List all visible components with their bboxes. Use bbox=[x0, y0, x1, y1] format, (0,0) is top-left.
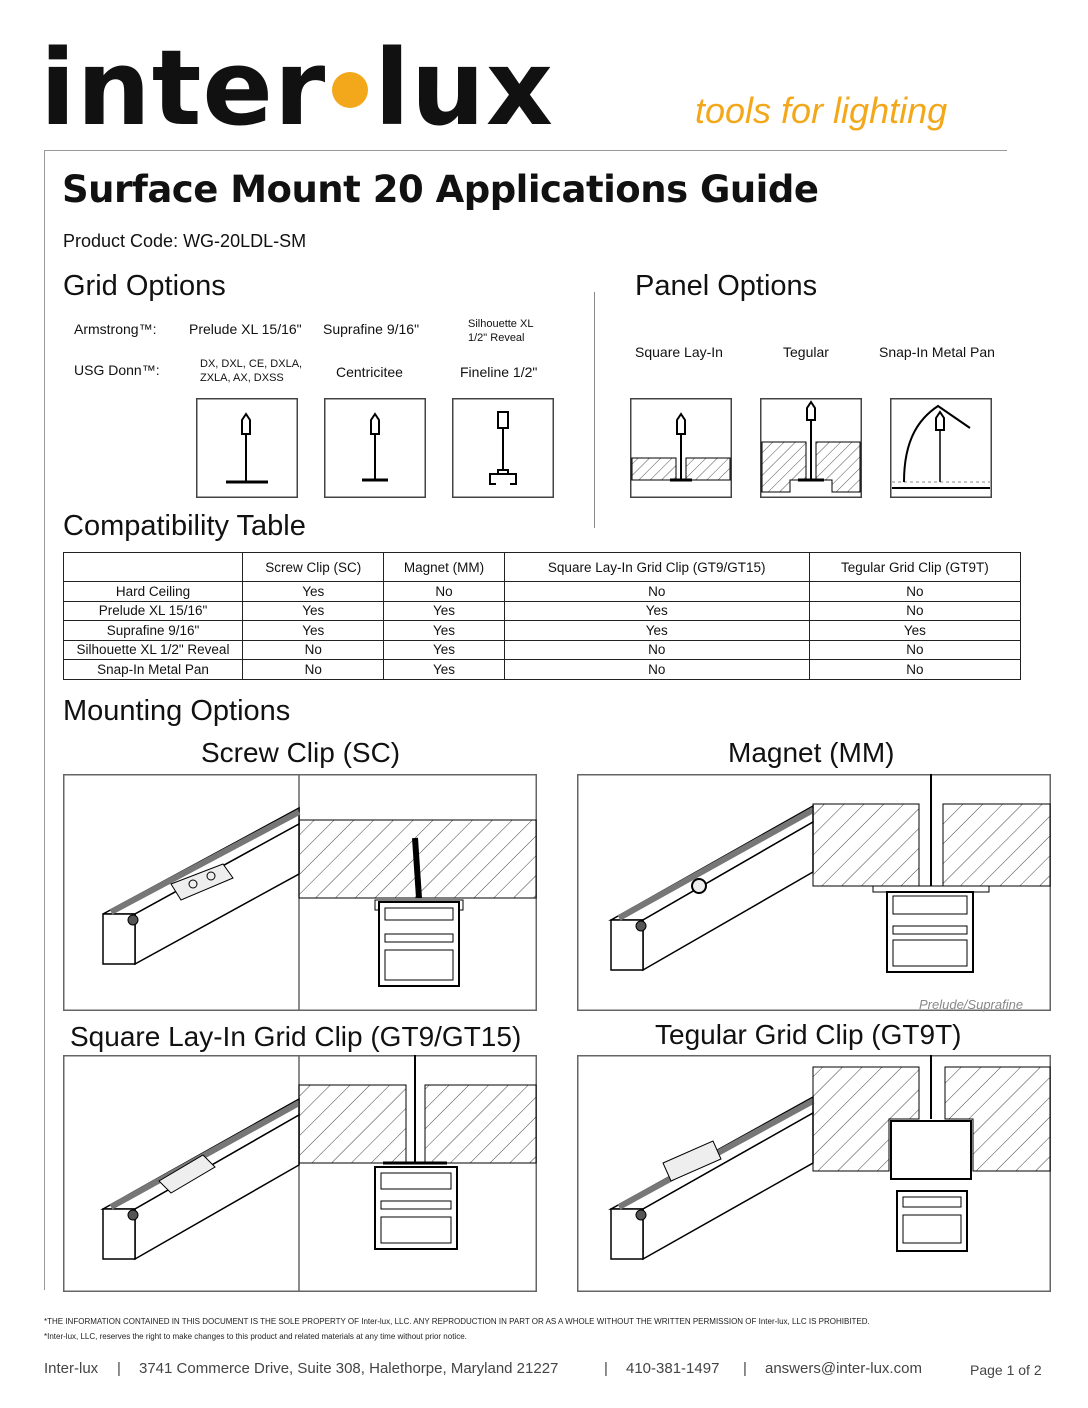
table-cell: Prelude XL 15/16" bbox=[64, 601, 243, 621]
table-cell: No bbox=[243, 660, 384, 680]
table-cell: Yes bbox=[384, 601, 504, 621]
table-cell: Yes bbox=[384, 640, 504, 660]
table-row bbox=[64, 601, 1021, 621]
panel-square-layin-label: Square Lay-In bbox=[635, 344, 723, 360]
section-divider bbox=[594, 292, 595, 528]
header-rule bbox=[44, 150, 1007, 151]
layin-clip-illustration bbox=[63, 1055, 537, 1292]
footer-phone: 410-381-1497 bbox=[626, 1360, 720, 1377]
table-cell: Yes bbox=[384, 660, 504, 680]
footer-email[interactable]: answers@inter-lux.com bbox=[765, 1360, 922, 1377]
page-number: Page 1 of 2 bbox=[970, 1362, 1042, 1378]
left-rule bbox=[44, 150, 45, 1290]
table-cell: Suprafine 9/16" bbox=[64, 621, 243, 641]
table-cell: No bbox=[384, 582, 504, 602]
panel-tegular-label: Tegular bbox=[783, 344, 829, 360]
tegular-clip-heading: Tegular Grid Clip (GT9T) bbox=[655, 1019, 962, 1050]
grid-profile-silhouette-icon bbox=[452, 398, 554, 498]
table-row bbox=[64, 640, 1021, 660]
panel-tegular-icon bbox=[760, 398, 862, 498]
table-cell: Hard Ceiling bbox=[64, 582, 243, 602]
legal-note-1: *THE INFORMATION CONTAINED IN THIS DOCUMENT IS THE SOLE PROPERTY OF Inter-lux, LLC. ANY REPRODUCTION IN PART OR AS A WHOLE WITHOUT THE WRITTEN PERMISSION OF Inter-lux, LLC IS PROHIBITED. bbox=[44, 1317, 870, 1326]
table-row bbox=[64, 582, 1021, 602]
table-cell: No bbox=[809, 582, 1020, 602]
panel-options-heading: Panel Options bbox=[635, 270, 818, 302]
compatibility-table bbox=[63, 552, 1021, 680]
tegular-clip-illustration bbox=[577, 1055, 1051, 1292]
tagline: tools for lighting bbox=[695, 90, 948, 131]
product-code: Product Code: WG-20LDL-SM bbox=[63, 231, 307, 251]
grid-col3-usg: Fineline 1/2" bbox=[460, 364, 538, 380]
legal-note-2: *Inter-lux, LLC, reserves the right to make changes to this product and related materials at any time without prior notice. bbox=[44, 1332, 467, 1341]
table-cell: No bbox=[809, 640, 1020, 660]
table-header-cell: Tegular Grid Clip (GT9T) bbox=[809, 553, 1020, 582]
footer-separator: | bbox=[604, 1360, 608, 1377]
panel-snapin-label: Snap-In Metal Pan bbox=[879, 344, 995, 360]
page-title: Surface Mount 20 Applications Guide bbox=[62, 168, 819, 211]
footer-company: Inter-lux bbox=[44, 1360, 99, 1377]
logo-left: inter bbox=[40, 27, 327, 149]
grid-col3-armstrong: Silhouette XL 1/2" Reveal bbox=[468, 318, 534, 344]
footer-separator: | bbox=[117, 1360, 121, 1377]
footer-address: 3741 Commerce Drive, Suite 308, Halethorpe, Maryland 21227 bbox=[139, 1360, 559, 1377]
table-cell: Yes bbox=[243, 582, 384, 602]
grid-options-heading: Grid Options bbox=[63, 270, 226, 302]
magnet-illustration bbox=[577, 774, 1051, 1011]
table-cell: No bbox=[504, 582, 809, 602]
table-cell: Yes bbox=[243, 621, 384, 641]
layin-clip-heading: Square Lay-In Grid Clip (GT9/GT15) bbox=[70, 1021, 522, 1052]
grid-profile-prelude-icon bbox=[196, 398, 298, 498]
usg-label: USG Donn™: bbox=[74, 362, 160, 378]
grid-profile-suprafine-icon bbox=[324, 398, 426, 498]
grid-col1-usg: DX, DXL, CE, DXLA, ZXLA, AX, DXSS bbox=[200, 358, 303, 384]
panel-square-layin-icon bbox=[630, 398, 732, 498]
table-cell: Silhouette XL 1/2" Reveal bbox=[64, 640, 243, 660]
table-header-cell: Square Lay-In Grid Clip (GT9/GT15) bbox=[504, 553, 809, 582]
table-cell: No bbox=[243, 640, 384, 660]
table-cell: Yes bbox=[504, 601, 809, 621]
table-cell: No bbox=[809, 660, 1020, 680]
table-cell: No bbox=[809, 601, 1020, 621]
table-row bbox=[64, 660, 1021, 680]
mounting-heading: Mounting Options bbox=[63, 695, 291, 727]
table-header-cell bbox=[64, 553, 243, 582]
table-header-cell: Screw Clip (SC) bbox=[243, 553, 384, 582]
grid-col1-armstrong: Prelude XL 15/16" bbox=[189, 321, 302, 337]
armstrong-label: Armstrong™: bbox=[74, 321, 157, 337]
screw-clip-heading: Screw Clip (SC) bbox=[201, 737, 401, 768]
table-cell: No bbox=[504, 640, 809, 660]
brand-logo bbox=[40, 27, 555, 149]
table-header-row bbox=[64, 553, 1021, 582]
magnet-note: Prelude/Suprafine bbox=[919, 997, 1024, 1012]
legal-notes bbox=[44, 1314, 870, 1344]
table-cell: No bbox=[504, 660, 809, 680]
table-cell: Yes bbox=[809, 621, 1020, 641]
compat-heading: Compatibility Table bbox=[63, 510, 306, 542]
grid-col2-usg: Centricitee bbox=[336, 364, 403, 380]
table-header-cell: Magnet (MM) bbox=[384, 553, 504, 582]
logo-right: lux bbox=[374, 27, 555, 149]
grid-col2-armstrong: Suprafine 9/16" bbox=[323, 321, 420, 337]
table-cell: Yes bbox=[504, 621, 809, 641]
panel-snapin-icon bbox=[890, 398, 992, 498]
table-cell: Snap-In Metal Pan bbox=[64, 660, 243, 680]
logo-dot-icon bbox=[332, 72, 368, 108]
footer-separator: | bbox=[743, 1360, 747, 1377]
table-cell: Yes bbox=[384, 621, 504, 641]
table-cell: Yes bbox=[243, 601, 384, 621]
magnet-heading: Magnet (MM) bbox=[728, 737, 895, 768]
screw-clip-illustration bbox=[63, 774, 537, 1011]
table-row bbox=[64, 621, 1021, 641]
